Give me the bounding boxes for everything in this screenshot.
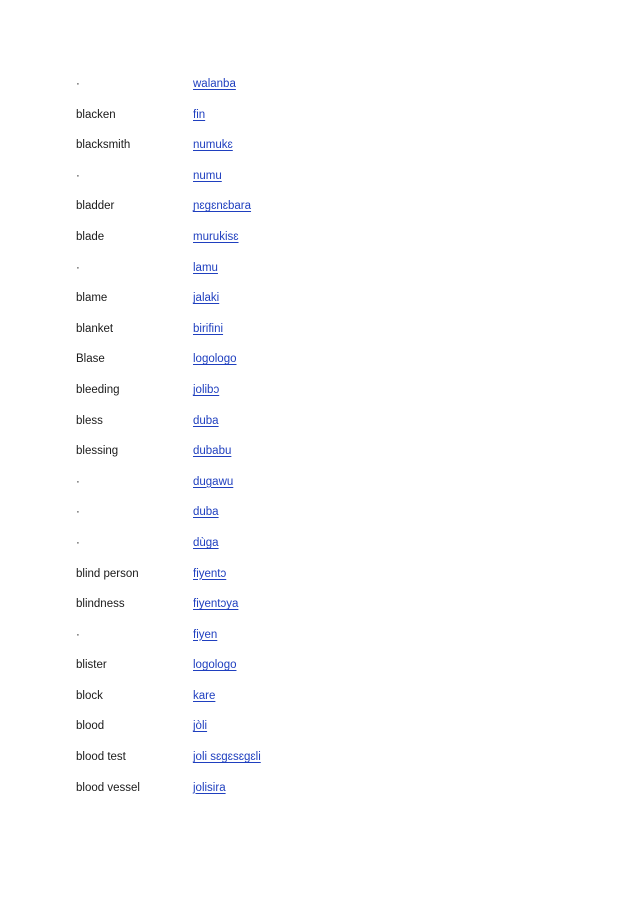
glossary-entry <box>76 322 556 353</box>
glossary-entry <box>76 383 556 414</box>
glossary-list <box>76 77 556 811</box>
entry-term: block <box>76 689 103 702</box>
entry-term: blindness <box>76 598 125 611</box>
entry-term: blade <box>76 230 105 243</box>
entry-term: blood vessel <box>76 781 140 794</box>
glossary-entry <box>76 291 556 322</box>
entry-term: · <box>76 628 80 641</box>
entry-term: blame <box>76 292 108 305</box>
glossary-entry <box>76 658 556 689</box>
entry-term: blood test <box>76 751 126 764</box>
glossary-entry <box>76 77 556 108</box>
entry-term: bleeding <box>76 383 120 396</box>
glossary-entry <box>76 781 556 812</box>
glossary-entry <box>76 138 556 169</box>
entry-translation-link[interactable]: jalaki <box>193 292 220 305</box>
entry-term: bladder <box>76 200 115 213</box>
entry-translation-link[interactable]: ɲɛgɛnɛbara <box>193 200 252 213</box>
entry-translation-link[interactable]: logologo <box>193 659 237 672</box>
entry-term: blister <box>76 659 107 672</box>
glossary-entry <box>76 597 556 628</box>
glossary-entry <box>76 414 556 445</box>
entry-translation-link[interactable]: numukɛ <box>193 139 233 152</box>
entry-translation-link[interactable]: fiyentɔya <box>193 598 239 611</box>
glossary-entry <box>76 689 556 720</box>
entry-term: · <box>76 506 80 519</box>
glossary-entry <box>76 199 556 230</box>
entry-translation-link[interactable]: murukisɛ <box>193 230 239 243</box>
glossary-entry <box>76 108 556 139</box>
entry-term: blacksmith <box>76 139 131 152</box>
entry-translation-link[interactable]: fin <box>193 108 206 121</box>
glossary-entry <box>76 567 556 598</box>
entry-term: blanket <box>76 322 114 335</box>
entry-term: · <box>76 261 80 274</box>
entry-translation-link[interactable]: fiyen <box>193 628 218 641</box>
entry-term: · <box>76 78 80 90</box>
entry-translation-link[interactable]: fiyentɔ <box>193 567 227 580</box>
entry-translation-link[interactable]: birifini <box>193 322 224 335</box>
entry-term: blacken <box>76 108 116 121</box>
entry-translation-link[interactable]: duba <box>193 414 219 427</box>
entry-translation-link[interactable]: lamu <box>193 261 218 274</box>
glossary-entry <box>76 719 556 750</box>
entry-translation-link[interactable]: logologo <box>193 353 237 366</box>
glossary-entry <box>76 444 556 475</box>
glossary-entry <box>76 628 556 659</box>
entry-translation-link[interactable]: dugawu <box>193 475 234 488</box>
entry-translation-link[interactable]: numu <box>193 169 222 182</box>
entry-translation-link[interactable]: duba <box>193 506 219 519</box>
entry-term: · <box>76 475 80 488</box>
entry-term: Blase <box>76 353 105 366</box>
entry-translation-link[interactable]: dubabu <box>193 445 232 458</box>
entry-translation-link[interactable]: kare <box>193 689 216 702</box>
entry-term: blessing <box>76 445 119 458</box>
entry-term: · <box>76 536 80 549</box>
entry-translation-link[interactable]: joli sɛgɛsɛgɛli <box>193 751 261 764</box>
entry-term: blind person <box>76 567 139 580</box>
glossary-entry <box>76 352 556 383</box>
entry-translation-link[interactable]: jolibɔ <box>193 383 220 396</box>
entry-translation-link[interactable]: dùga <box>193 536 219 549</box>
entry-translation-link[interactable]: jolisira <box>193 781 226 794</box>
entry-translation-link[interactable]: walanba <box>193 78 236 90</box>
glossary-entry <box>76 750 556 781</box>
glossary-entry <box>76 261 556 292</box>
entry-term: blood <box>76 720 105 733</box>
glossary-entry <box>76 536 556 567</box>
entry-translation-link[interactable]: jòli <box>193 720 208 733</box>
glossary-entry <box>76 230 556 261</box>
glossary-entry <box>76 475 556 506</box>
glossary-entry <box>76 505 556 536</box>
glossary-entry <box>76 169 556 200</box>
entry-term: · <box>76 169 80 182</box>
entry-term: bless <box>76 414 103 427</box>
